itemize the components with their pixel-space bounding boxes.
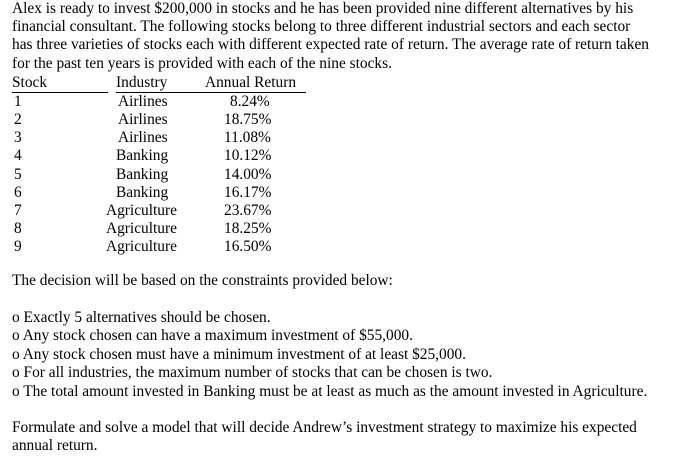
cell-return: 11.08%	[224, 129, 271, 147]
cell-stock: 4	[14, 147, 22, 165]
table-body	[12, 93, 332, 257]
cell-industry: Banking	[116, 183, 169, 201]
intro-line: has three varieties of stocks each with different expected rate of return. The average rate of return taken	[12, 36, 649, 54]
table-row	[12, 166, 332, 184]
cell-industry: Banking	[116, 147, 169, 165]
table-row	[12, 184, 332, 202]
cell-industry: Agriculture	[106, 201, 177, 219]
cell-stock: 9	[14, 238, 22, 256]
table-row	[12, 238, 332, 256]
cell-return: 14.00%	[224, 165, 272, 183]
cell-return: 23.67%	[224, 201, 272, 219]
intro-line: Alex is ready to invest $200,000 in stocks and he has been provided nine different alternatives by his	[12, 0, 634, 17]
cell-stock: 2	[14, 111, 22, 128]
final-line: Formulate and solve a model that will decide Andrew’s investment strategy to maximize his expected	[12, 419, 637, 436]
document	[12, 0, 684, 259]
constraint-item: o For all industries, the maximum number of stocks that can be chosen is two.	[12, 364, 493, 382]
header-industry: Industry	[116, 73, 168, 91]
table-row	[12, 202, 332, 220]
cell-industry: Airlines	[118, 111, 168, 128]
cell-industry: Agriculture	[106, 238, 177, 256]
cell-industry: Airlines	[118, 129, 168, 147]
constraint-item: o Exactly 5 alternatives should be chosen.	[12, 309, 271, 326]
constraint-item: o Any stock chosen must have a minimum investment of at least $25,000.	[12, 345, 466, 363]
cell-industry: Agriculture	[106, 220, 177, 238]
table-row	[12, 129, 332, 147]
header-annual-return: Annual Return	[205, 73, 297, 91]
table-row	[12, 111, 332, 129]
table-row	[12, 220, 332, 238]
cell-stock: 3	[14, 129, 22, 147]
cell-industry: Airlines	[118, 92, 168, 110]
constraint-item: o The total amount invested in Banking must be at least as much as the amount invested in Agriculture.	[12, 382, 648, 400]
constraints-list	[12, 309, 684, 401]
intro-paragraph	[12, 0, 684, 73]
cell-return: 16.17%	[224, 183, 272, 201]
table-row	[12, 93, 332, 111]
decision-text: The decision will be based on the constraints provided below:	[12, 272, 393, 289]
table-row	[12, 147, 332, 165]
intro-line: for the past ten years is provided with each of the nine stocks.	[12, 54, 392, 72]
intro-line: financial consultant. The following stocks belong to three different industrial sectors and each sector	[12, 18, 631, 36]
cell-stock: 7	[14, 201, 22, 219]
cell-return: 10.12%	[224, 147, 272, 165]
cell-industry: Banking	[116, 165, 169, 183]
cell-return: 18.25%	[224, 220, 272, 238]
cell-stock: 5	[14, 165, 22, 183]
cell-stock: 8	[14, 220, 22, 238]
cell-return: 8.24%	[230, 92, 270, 110]
final-line: annual return.	[12, 437, 98, 455]
cell-stock: 6	[14, 183, 22, 201]
stock-table	[12, 73, 684, 259]
final-paragraph	[12, 419, 684, 455]
constraint-item: o Any stock chosen can have a maximum investment of $55,000.	[12, 327, 413, 345]
cell-return: 18.75%	[224, 111, 272, 128]
cell-stock: 1	[14, 92, 22, 110]
cell-return: 16.50%	[224, 238, 272, 256]
header-stock: Stock	[12, 73, 48, 91]
